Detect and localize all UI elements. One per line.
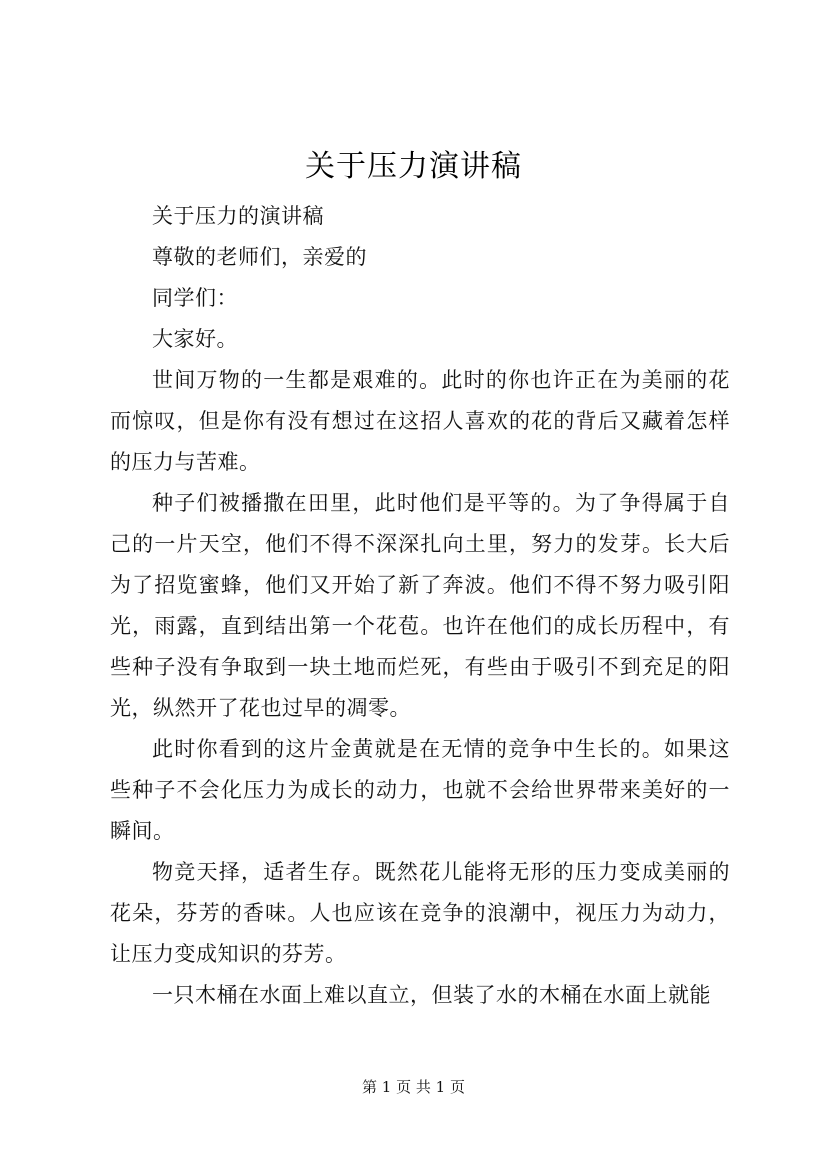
document-body xyxy=(110,196,730,1016)
paragraph-greeting: 大家好。 xyxy=(152,327,238,351)
paragraph-salutation-cont: 同学们： xyxy=(152,286,238,310)
page-footer: 第 1 页 共 1 页 xyxy=(362,1078,465,1096)
document-title: 关于压力演讲稿 xyxy=(305,149,522,184)
paragraph-salutation: 尊敬的老师们，亲爱的 xyxy=(152,245,367,269)
paragraph: 一只木桶在水面上难以直立，但装了水的木桶在水面上就能 xyxy=(152,983,711,1007)
paragraph: 物竞天择，适者生存。既然花儿能将无形的压力变成美丽的花朵，芬芳的香味。人也应该在竞争的浪潮中，视压力为动力，让压力变成知识的芬芳。 xyxy=(110,860,730,966)
paragraph: 世间万物的一生都是艰难的。此时的你也许正在为美丽的花而惊叹，但是你有没有想过在这招人喜欢的花的背后又藏着怎样的压力与苦难。 xyxy=(110,368,730,474)
paragraph: 种子们被播撒在田里，此时他们是平等的。为了争得属于自己的一片天空，他们不得不深深扎向土里，努力的发芽。长大后为了招览蜜蜂，他们又开始了新了奔波。他们不得不努力吸引阳光，雨露，直到结出第一个花苞。也许在他们的成长历程中，有些种子没有争取到一块土地而烂死，有些由于吸引不到充足的阳光，纵然开了花也过早的凋零。 xyxy=(110,491,730,720)
paragraph: 此时你看到的这片金黄就是在无情的竞争中生长的。如果这些种子不会化压力为成长的动力，也就不会给世界带来美好的一瞬间。 xyxy=(110,737,730,843)
paragraph-subtitle: 关于压力的演讲稿 xyxy=(152,204,324,228)
